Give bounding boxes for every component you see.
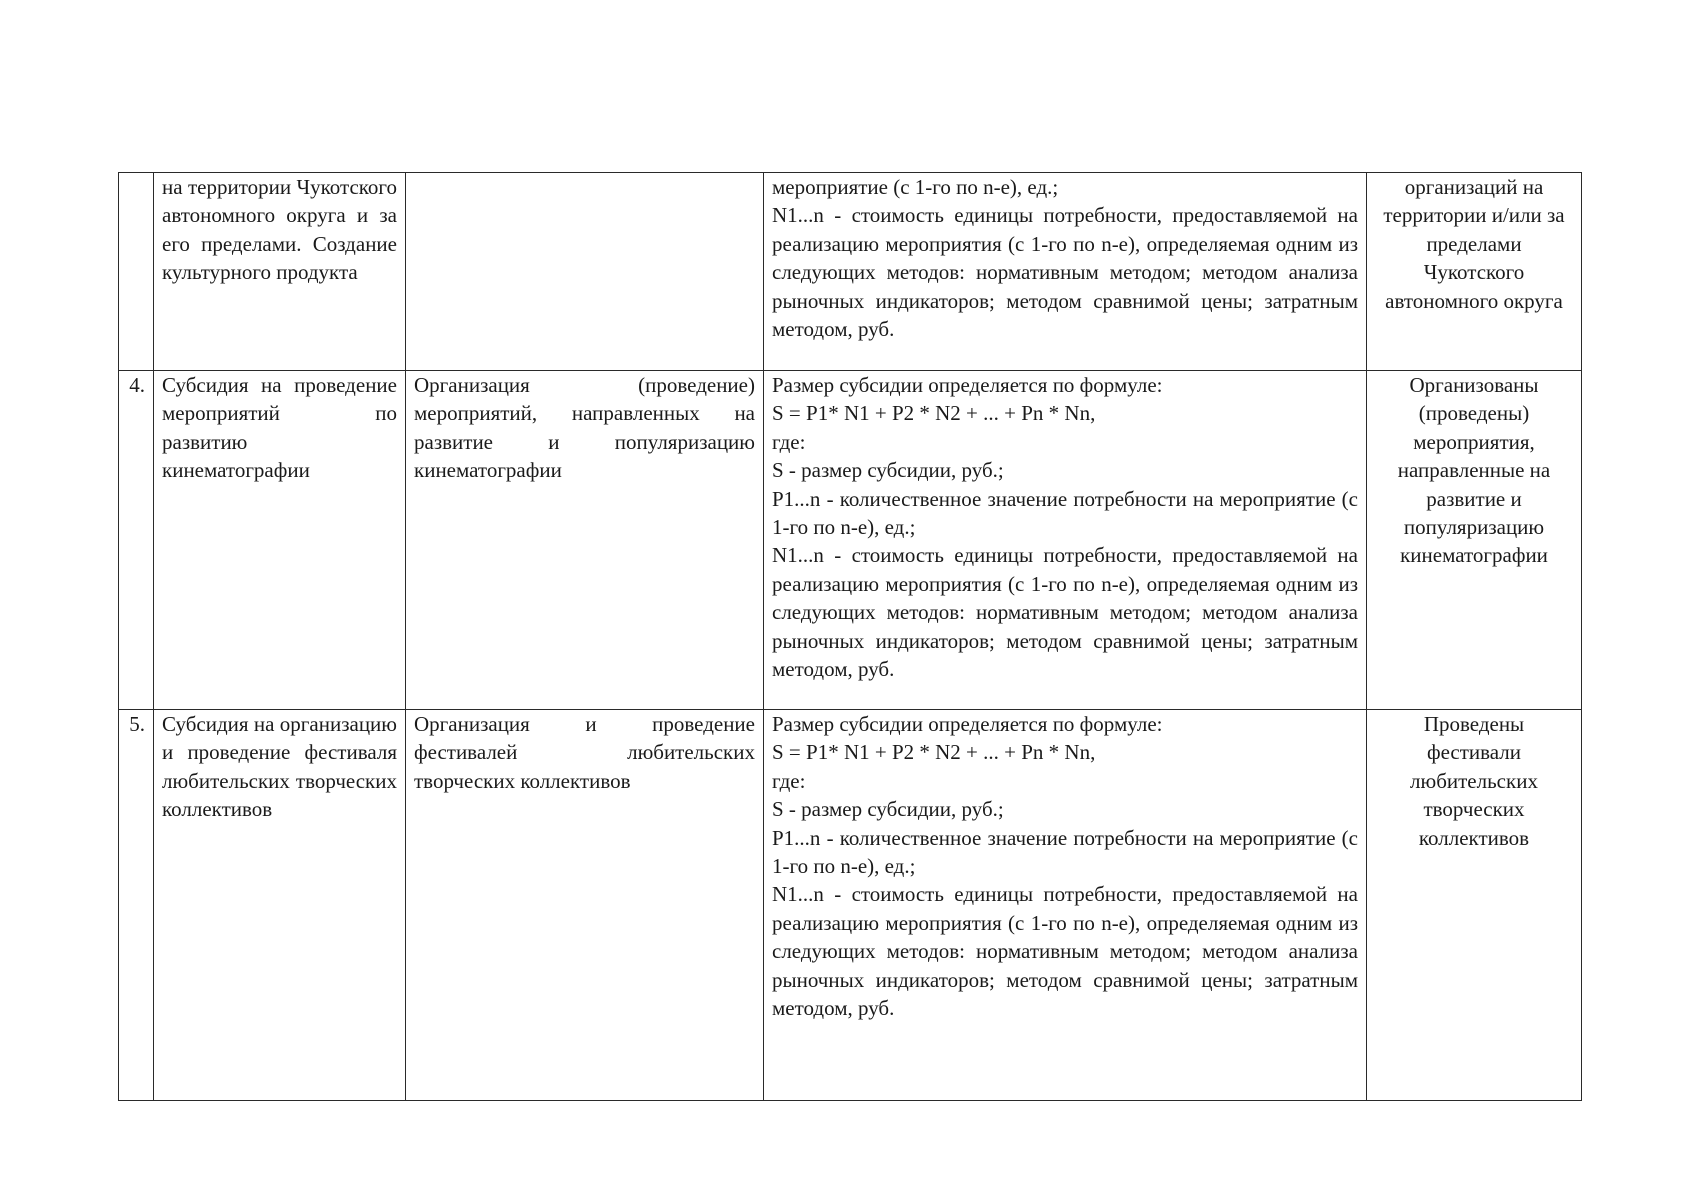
formula-line: где: [772,429,806,454]
calculation-formula [764,371,1367,710]
calculation-formula [764,173,1367,371]
formula-line: где: [772,768,806,793]
formula-line: N1...n - стоимость единицы потребности, предоставляемой на реализацию мероприятия (с 1-го по n-е), определяемая одним из следующих методов: нормативным методом; методом анализа рыночных индикаторов; методом сравнимой цены; затратным методом, руб. [772,203,1358,342]
formula-line: Размер субсидии определяется по формуле: [772,712,1163,736]
expected-result: Организованы (проведены) мероприятия, направленные на развитие и популяризацию кинематографии [1367,371,1582,710]
formula-line: N1...n - стоимость единицы потребности, предоставляемой на реализацию мероприятия (с 1-го по n-е), определяемая одним из следующих методов: нормативным методом; методом анализа рыночных индикаторов; методом сравнимой цены; затратным методом, руб. [772,882,1358,1021]
row-number: 4. [119,371,154,710]
subsidy-purpose: Организация (проведение) мероприятий, направленных на развитие и популяризацию кинематографии [406,371,764,710]
formula-line: Размер субсидии определяется по формуле: [772,373,1163,397]
subsidy-name: Субсидия на проведение мероприятий по развитию кинематографии [154,371,406,710]
formula-line: S - размер субсидии, руб.; [772,458,1004,483]
formula-line: P1...n - количественное значение потребности на мероприятие (с 1-го по n-е), ед.; [772,486,1358,540]
table-row [119,371,1582,710]
row-number: 5. [119,710,154,1101]
expected-result: организаций на территории и/или за пределами Чукотского автономного округа [1367,173,1582,371]
subsidy-purpose: Организация и проведение фестивалей любительских творческих коллективов [406,710,764,1101]
calculation-formula [764,710,1367,1101]
subsidy-name: Субсидия на организацию и проведение фестиваля любительских творческих коллективов [154,710,406,1101]
expected-result: Проведены фестивали любительских творческих коллективов [1367,710,1582,1101]
table-row [119,173,1582,371]
table-row [119,710,1582,1101]
subsidy-name: на территории Чукотского автономного округа и за его пределами. Создание культурного продукта [154,173,406,371]
formula-line: мероприятие (с 1-го по n-е), ед.; [772,175,1059,199]
row-number [119,173,154,371]
formula-line: P1...n - количественное значение потребности на мероприятие (с 1-го по n-е), ед.; [772,825,1358,879]
formula-line: N1...n - стоимость единицы потребности, предоставляемой на реализацию мероприятия (с 1-го по n-е), определяемая одним из следующих методов: нормативным методом; методом анализа рыночных индикаторов; методом сравнимой цены; затратным методом, руб. [772,543,1358,682]
formula-line: S = P1* N1 + P2 * N2 + ... + Pn * Nn, [772,401,1096,426]
subsidy-purpose [406,173,764,371]
subsidy-table [118,172,1582,1101]
formula-line: S = P1* N1 + P2 * N2 + ... + Pn * Nn, [772,740,1096,765]
formula-line: S - размер субсидии, руб.; [772,797,1004,822]
